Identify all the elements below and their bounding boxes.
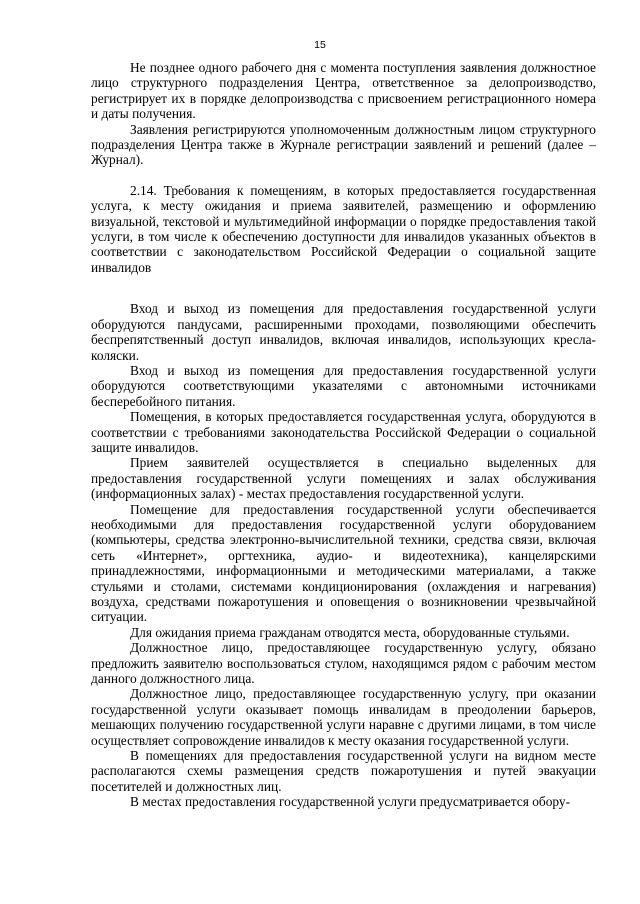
- paragraph-office-equipment: Помещение для предоставления государственной услуги обеспечивается необходимыми для предоставления государственной услуги оборудованием (компьютеры, средства электронно-вычислительной техники, средства связи, включая сеть «Интернет», оргтехника, аудио- и видеотехника), канцелярскими принадлежностями, информационными и методическими материалами, а также стульями и столами, системами кондиционирования (охлаждения и нагревания) воздуха, средствами пожаротушения и оповещения о возникновении чрезвычайной ситуации.: [91, 501, 596, 625]
- paragraph-continued: В местах предоставления государственной услуги предусматривается обору-: [130, 794, 571, 810]
- paragraph-registration-deadline: Не позднее одного рабочего дня с момента поступления заявления должностное лицо структурного подразделения Центра, ответственное за делопроизводство, регистрирует их в порядке делопроизводства с присвоением регистрационного номера и даты получения.: [91, 60, 596, 122]
- paragraph-offer-chair: Должностное лицо, предоставляющее государственную услугу, обязано предложить заявителю воспользоваться стулом, находящимся рядом с рабочим местом данного должностного лица.: [91, 640, 596, 687]
- document-body: [91, 60, 596, 810]
- paragraph-ramps: Вход и выход из помещения для предоставления государственной услуги оборудуются пандусами, расширенными проходами, позволяющими обеспечить беспрепятственный доступ инвалидов, включая инвалидов, использующих кресла-коляски.: [91, 301, 596, 363]
- paragraph-signs: Вход и выход из помещения для предоставления государственной услуги оборудуются соответствующими указателями с автономными источниками бесперебойного питания.: [91, 362, 596, 409]
- paragraph-journal-registration: Заявления регистрируются уполномоченным должностным лицом структурного подразделения Центра также в Журнале регистрации заявлений и решений (далее – Журнал).: [91, 121, 596, 168]
- page-number: 15: [314, 39, 326, 51]
- paragraph-evacuation-schemes: В помещениях для предоставления государственной услуги на видном месте располагаются схемы размещения средств пожаротушения и путей эвакуации посетителей и должностных лиц.: [91, 748, 596, 794]
- paragraph-reception-halls: Прием заявителей осуществляется в специально выделенных для предоставления государственной услуги помещениях и залах обслуживания (информационных залах) - местах предоставления государственной услуги.: [91, 455, 596, 502]
- paragraph-assistance: Должностное лицо, предоставляющее государственную услугу, при оказании государственной услуги оказывает помощь инвалидам в преодолении барьеров, мешающих получению государственной услуги наравне с другими лицами, в том числе осуществляет сопровождение инвалидов к месту оказания государственной услуги.: [91, 686, 596, 748]
- paragraph-waiting-chairs: Для ожидания приема гражданам отводятся места, оборудованные стульями.: [130, 624, 570, 640]
- paragraph-equipment-law: Помещения, в которых предоставляется государственная услуга, оборудуются в соответствии с требованиями законодательства Российской Федерации о социальной защите инвалидов.: [91, 409, 596, 455]
- section-heading-2-14: 2.14. Требования к помещениям, в которых предоставляется государственная услуга, к месту ожидания и приема заявителей, размещению и оформлению визуальной, текстовой и мультимедийной информации о порядке предоставления такой услуги, в том числе к обеспечению доступности для инвалидов указанных объектов в соответствии с законодательством Российской Федерации о социальной защите инвалидов: [91, 182, 596, 275]
